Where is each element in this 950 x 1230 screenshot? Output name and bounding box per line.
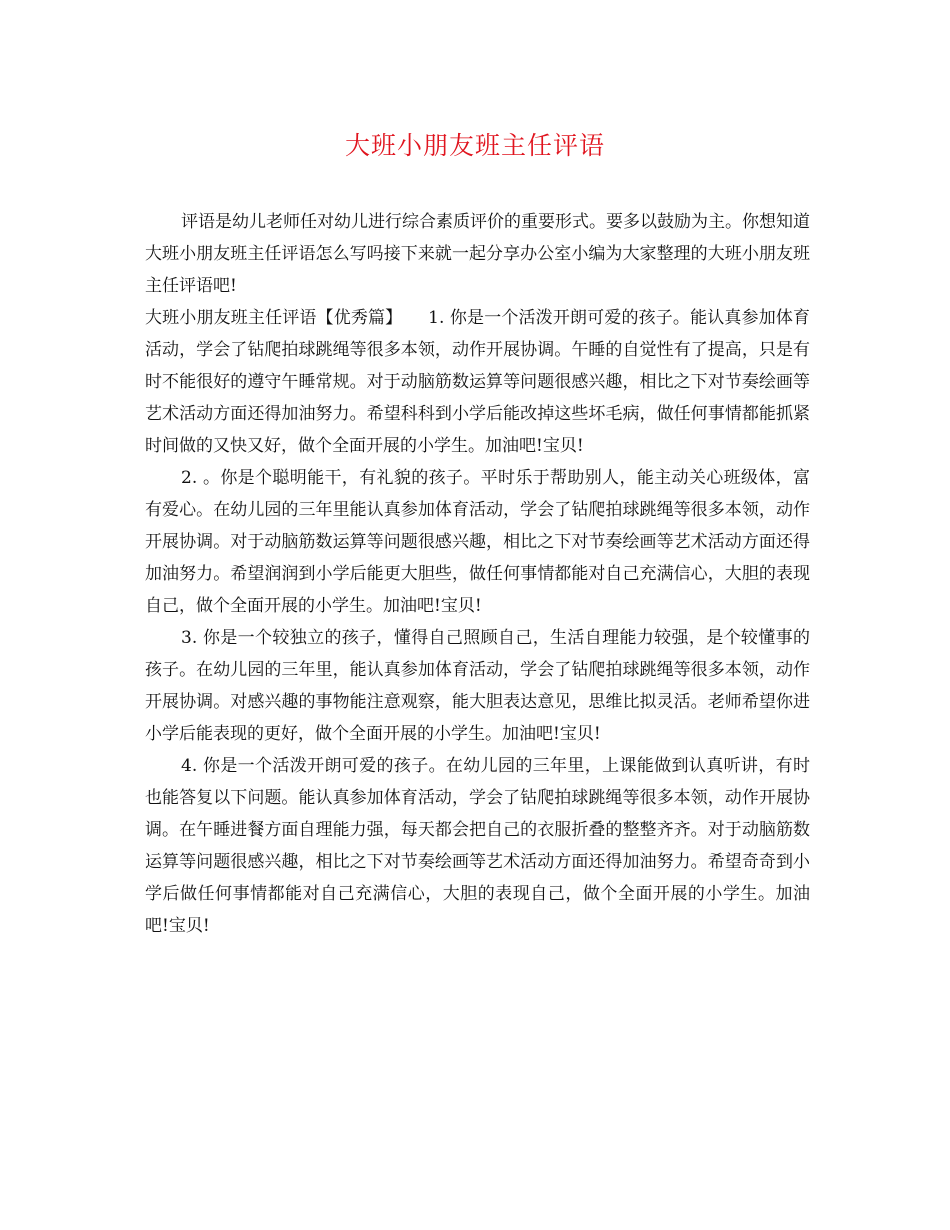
document-body [145,206,810,942]
document-title: 大班小朋友班主任评语 [344,131,605,160]
comment-paragraph-1: 大班小朋友班主任评语【优秀篇】 1. 你是一个活泼开朗可爱的孩子。能认真参加体育活动，学会了钻爬拍球跳绳等很多本领，动作开展协调。午睡的自觉性有了提高，只是有时不能很好的遵守午睡常规。对于动脑筋数运算等问题很感兴趣，相比之下对节奏绘画等艺术活动方面还得加油努力。希望科科到小学后能改掉这些坏毛病，做任何事情都能抓紧时间做的又快又好，做个全面开展的小学生。加油吧!宝贝! [145,308,810,456]
comment-paragraph-4: 4. 你是一个活泼开朗可爱的孩子。在幼儿园的三年里，上课能做到认真听讲，有时也能答复以下问题。能认真参加体育活动，学会了钻爬拍球跳绳等很多本领，动作开展协调。在午睡进餐方面自理能力强，每天都会把自己的衣服折叠的整整齐齐。对于动脑筋数运算等问题很感兴趣，相比之下对节奏绘画等艺术活动方面还得加油努力。希望奇奇到小学后做任何事情都能对自己充满信心，大胆的表现自己，做个全面开展的小学生。加油吧!宝贝! [145,756,810,936]
intro-paragraph: 评语是幼儿老师任对幼儿进行综合素质评价的重要形式。要多以鼓励为主。你想知道大班小朋友班主任评语怎么写吗接下来就一起分享办公室小编为大家整理的大班小朋友班主任评语吧! [145,212,810,296]
comment-paragraph-3: 3. 你是一个较独立的孩子，懂得自己照顾自己，生活自理能力较强，是个较懂事的孩子。在幼儿园的三年里，能认真参加体育活动，学会了钻爬拍球跳绳等很多本领，动作开展协调。对感兴趣的事物能注意观察，能大胆表达意见，思维比拟灵活。老师希望你进小学后能表现的更好，做个全面开展的小学生。加油吧!宝贝! [145,628,810,744]
comment-paragraph-2: 2. 。你是个聪明能干，有礼貌的孩子。平时乐于帮助别人，能主动关心班级体，富有爱心。在幼儿园的三年里能认真参加体育活动，学会了钻爬拍球跳绳等很多本领，动作开展协调。对于动脑筋数运算等问题很感兴趣，相比之下对节奏绘画等艺术活动方面还得加油努力。希望润润到小学后能更大胆些，做任何事情都能对自己充满信心，大胆的表现自己，做个全面开展的小学生。加油吧!宝贝! [145,468,810,616]
